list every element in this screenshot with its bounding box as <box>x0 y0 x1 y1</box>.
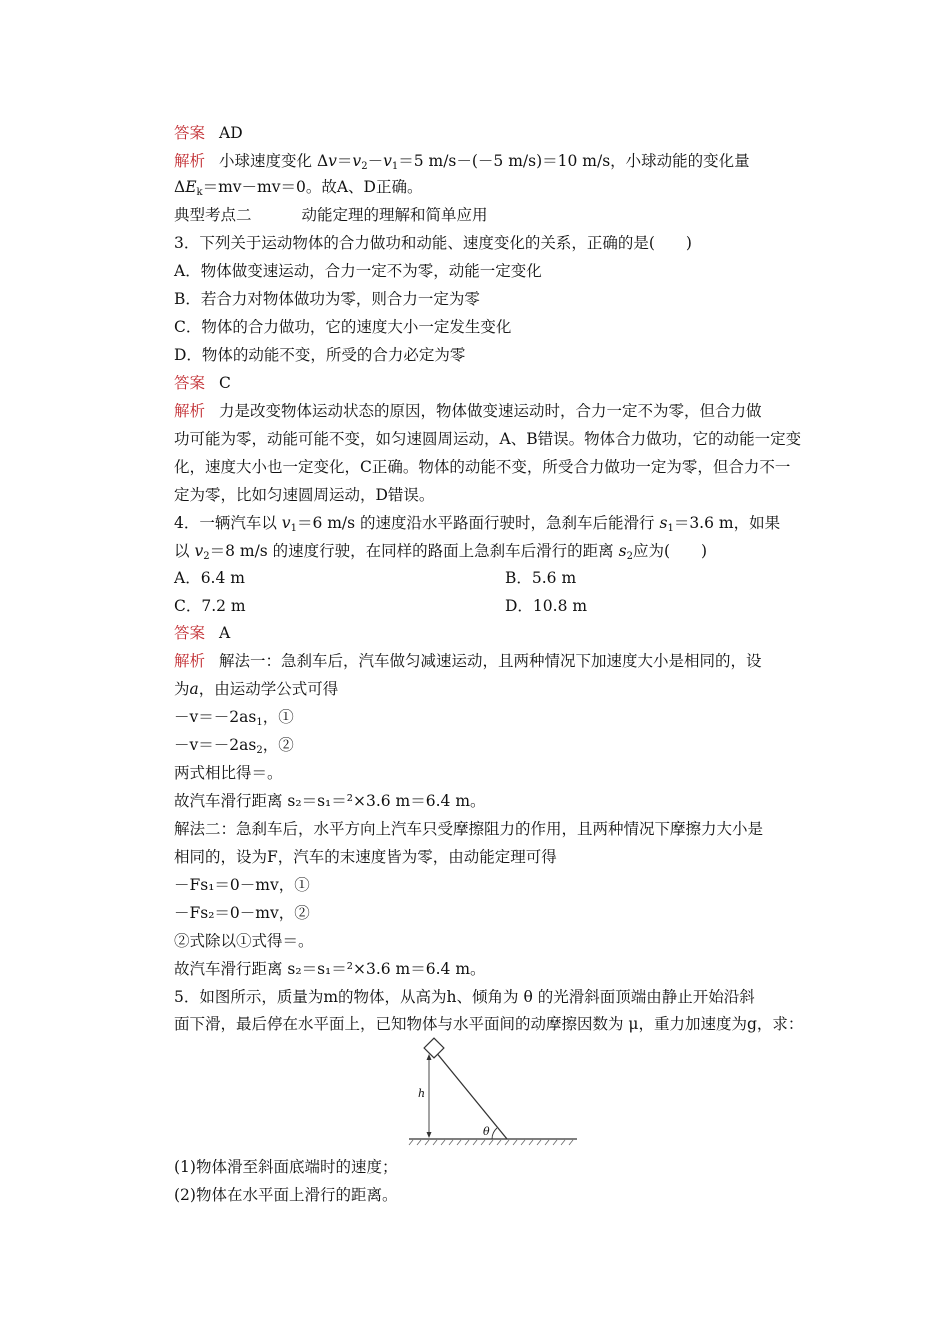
incline-figure <box>407 1037 579 1147</box>
q4-method2-line2: 相同的，设为F，汽车的末速度皆为零，由动能定理可得 <box>174 848 557 866</box>
q4-stem-b: ＝6 m/s 的速度沿水平路面行驶时，急刹车后能滑行 <box>296 514 660 532</box>
q4-eq2: $-v=-2as_2$，② <box>174 736 294 756</box>
q4-eq3: －Fs₁＝0－mv，① <box>174 876 310 894</box>
q4-eq1-text: －v＝－2as <box>174 708 257 726</box>
q4-eq1-tail: ，① <box>262 708 294 726</box>
angle-label: θ <box>483 1125 490 1138</box>
section-heading <box>174 204 488 226</box>
answer-label: 答案 <box>174 624 206 642</box>
q4-ratio: 两式相比得＝。 <box>174 764 283 782</box>
q2-eq-sign: ＝ <box>336 152 353 170</box>
q3-analysis-line4: 定为零，比如匀速圆周运动，D错误。 <box>174 486 435 504</box>
q4-stem-line1: 4．一辆汽车以 $v_1=6$ m/s 的速度沿水平路面行驶时，急刹车后能滑行 $s_1=3.6$ m，如果 <box>174 514 781 534</box>
q2-answer-line <box>174 122 243 144</box>
q3-analysis-line3: 化，速度大小也一定变化，C正确。物体的动能不变，所受合力做功一定为零，但合力不一 <box>174 458 791 476</box>
answer-label: 答案 <box>174 124 206 142</box>
q4-option-d: D．10.8 m <box>505 597 588 615</box>
q2-analysis-c: ＝mv－mv＝0。故A、D正确。 <box>202 178 423 196</box>
q4-answer-line <box>174 622 230 644</box>
section-subtitle: 动能定理的理解和简单应用 <box>301 206 488 224</box>
q4-result: 故汽车滑行距离 s₂＝s₁＝²×3.6 m＝6.4 m。 <box>174 792 486 810</box>
q4-analysis-line2: 为a，由运动学公式可得 <box>174 680 339 698</box>
incline-diagram <box>407 1037 579 1147</box>
q3-option-a: A．物体做变速运动，合力一定不为零，动能一定变化 <box>174 262 542 280</box>
q4-method2-line1: 解法二：急刹车后，水平方向上汽车只受摩擦阻力的作用，且两种情况下摩擦力大小是 <box>174 820 764 838</box>
q4-analysis-text1: 解法一：急刹车后，汽车做匀减速运动，且两种情况下加速度大小是相同的，设 <box>219 652 762 670</box>
q4-analysis-line1 <box>174 650 762 672</box>
q5-subquestion-2: (2)物体在水平面上滑行的距离。 <box>174 1186 398 1204</box>
q4-eq2-text: －v＝－2as <box>174 736 257 754</box>
height-label: h <box>418 1087 426 1100</box>
q3-analysis-line2: 功可能为零，动能可能不变，如匀速圆周运动，A、B错误。物体合力做功，它的动能一定变 <box>174 430 802 448</box>
q3-analysis-text: 力是改变物体运动状态的原因，物体做变速运动时，合力一定不为零，但合力做 <box>219 402 762 420</box>
q5-stem-line1: 5．如图所示，质量为m的物体，从高为h、倾角为 θ 的光滑斜面顶端由静止开始沿斜 <box>174 988 755 1006</box>
q3-stem: 3．下列关于运动物体的合力做功和动能、速度变化的关系，正确的是( ) <box>174 234 692 252</box>
section-title: 典型考点二 <box>174 206 252 224</box>
q4-stem-a: 4．一辆汽车以 <box>174 514 282 532</box>
q2-analysis-line2: $\Delta E_k=mv-mv=0$。故A、D正确。 <box>174 178 423 198</box>
q3-option-d: D．物体的动能不变，所受的合力必定为零 <box>174 346 466 364</box>
answer-label: 答案 <box>174 374 206 392</box>
q3-analysis-line1 <box>174 400 762 422</box>
q2-answer: AD <box>219 124 243 142</box>
q4-analysis-2b: ，由运动学公式可得 <box>198 680 339 698</box>
q4-eq2-tail: ，② <box>262 736 294 754</box>
q2-analysis-a: 小球速度变化 Δ <box>219 152 329 170</box>
q4-stem-f: 应为( ) <box>632 542 708 560</box>
q2-analysis-line1: 解析 小球速度变化 $\Delta v=v_2-v_1=5$ m/s－(－5 m/s)＝10 m/s，小球动能的变化量 <box>174 152 750 172</box>
q4-result2: 故汽车滑行距离 s₂＝s₁＝²×3.6 m＝6.4 m。 <box>174 960 486 978</box>
q4-option-a: A．6.4 m <box>174 569 245 587</box>
q5-stem-line2: 面下滑，最后停在水平面上，已知物体与水平面间的动摩擦因数为 μ，重力加速度为g，求： <box>174 1015 804 1033</box>
q4-eq4: －Fs₂＝0－mv，② <box>174 904 310 922</box>
q4-divide: ②式除以①式得＝。 <box>174 932 314 950</box>
q3-option-b: B．若合力对物体做功为零，则合力一定为零 <box>174 290 480 308</box>
q3-option-c: C．物体的合力做功，它的速度大小一定发生变化 <box>174 318 512 336</box>
q3-answer-line <box>174 372 231 394</box>
analysis-label: 解析 <box>174 402 206 420</box>
analysis-label: 解析 <box>174 652 206 670</box>
q4-stem-d: 以 <box>174 542 195 560</box>
q4-option-c: C．7.2 m <box>174 597 246 615</box>
q5-subquestion-1: (1)物体滑至斜面底端时的速度； <box>174 1158 398 1176</box>
q4-analysis-2a: 为 <box>174 680 190 698</box>
q4-answer: A <box>219 624 231 642</box>
q4-stem-c: ＝3.6 m，如果 <box>673 514 781 532</box>
block <box>424 1038 444 1058</box>
analysis-label: 解析 <box>174 152 206 170</box>
q4-eq1: $-v=-2as_1$，① <box>174 708 294 728</box>
q4-stem-line2: 以 $v_2=8$ m/s 的速度行驶，在同样的路面上急刹车后滑行的距离 $s_2$应为( ) <box>174 542 708 562</box>
q3-answer: C <box>219 374 231 392</box>
q2-analysis-b: ＝5 m/s－(－5 m/s)＝10 m/s，小球动能的变化量 <box>398 152 750 170</box>
q4-stem-e: ＝8 m/s 的速度行驶，在同样的路面上急刹车后滑行的距离 <box>209 542 619 560</box>
q4-option-b: B．5.6 m <box>505 569 577 587</box>
incline-surface <box>435 1051 507 1139</box>
